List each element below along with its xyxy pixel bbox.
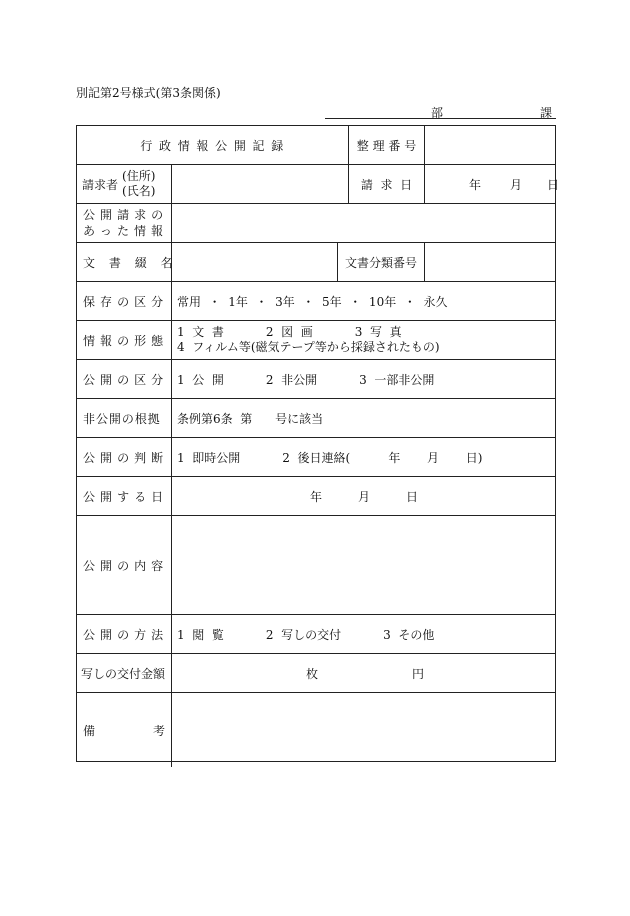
- disclosure-decision-label: 公開の判断: [77, 438, 172, 476]
- department-section-line: [325, 104, 556, 119]
- doc-class-number-field[interactable]: [425, 243, 555, 281]
- requester-label-cell: [77, 165, 172, 203]
- request-day-label: 日: [547, 177, 560, 192]
- disclosure-decision-row: [77, 438, 555, 477]
- remarks-field[interactable]: [172, 693, 555, 767]
- info-form-options[interactable]: 1 文 書 2 図 画 3 写 真 4 フィルム等(磁気テープ等から採録されたもの): [177, 325, 440, 354]
- disclosure-content-field[interactable]: [172, 516, 555, 614]
- form-title: 別記第2号様式(第3条関係): [76, 86, 221, 100]
- disclosure-month-label: 月: [358, 489, 371, 504]
- requester-field[interactable]: [172, 165, 349, 203]
- retention-row: [77, 282, 555, 321]
- document-file-row: [77, 243, 555, 282]
- requester-row: [77, 165, 560, 204]
- retention-options[interactable]: 常用 ・ 1年 ・ 3年 ・ 5年 ・ 10年 ・ 永久: [177, 294, 448, 309]
- disclosure-content-row: [77, 516, 555, 615]
- request-date-label: 請 求 日: [349, 165, 425, 203]
- disclosure-decision-options[interactable]: 1 即時公開 2 後日連絡( 年 月 日): [177, 450, 483, 465]
- sheets-label: 枚: [306, 666, 319, 681]
- retention-label: 保存の区分: [77, 282, 172, 320]
- request-month-label: 月: [510, 177, 523, 192]
- nondisclosure-basis-row: [77, 399, 555, 438]
- doc-class-number-label: 文書分類番号: [338, 243, 425, 281]
- department-label: 部: [431, 106, 444, 120]
- disclosure-record-form: [76, 125, 560, 762]
- requested-info-row: [77, 204, 555, 243]
- disclosure-method-label: 公開の方法: [77, 615, 172, 653]
- copy-fee-row: [77, 654, 555, 693]
- copy-fee-field[interactable]: [172, 654, 555, 692]
- requested-info-field[interactable]: [172, 204, 555, 242]
- disclosure-method-row: [77, 615, 555, 654]
- name-label: (氏名): [122, 184, 156, 198]
- record-title: 行 政 情 報 公 開 記 録: [77, 126, 349, 164]
- remarks-row: [77, 693, 555, 767]
- disclosure-date-field[interactable]: [172, 477, 555, 515]
- disclosure-type-label: 公開の区分: [77, 360, 172, 398]
- info-form-label: 情報の形態: [77, 321, 172, 359]
- serial-number-field[interactable]: [425, 126, 555, 164]
- yen-label: 円: [412, 666, 425, 681]
- nondisclosure-basis-field[interactable]: 条例第6条 第 号に該当: [177, 411, 324, 426]
- address-label: (住所): [122, 169, 156, 183]
- disclosure-year-label: 年: [310, 489, 323, 504]
- info-form-row: [77, 321, 555, 360]
- requested-info-label: 公開請求の あった情報: [77, 204, 172, 242]
- document-file-field[interactable]: [172, 243, 338, 281]
- disclosure-day-label: 日: [406, 489, 419, 504]
- disclosure-method-options[interactable]: 1 閲 覧 2 写しの交付 3 その他: [177, 627, 435, 642]
- disclosure-date-row: [77, 477, 555, 516]
- document-file-label: 文 書 綴 名: [77, 243, 172, 281]
- nondisclosure-basis-label: 非公開の根拠: [77, 399, 172, 437]
- disclosure-date-label: 公開する日: [77, 477, 172, 515]
- request-year-label: 年: [469, 177, 482, 192]
- section-label: 課: [539, 106, 552, 120]
- requester-label: 請求者: [82, 177, 119, 192]
- remarks-label: 備 考: [77, 693, 172, 767]
- disclosure-type-options[interactable]: 1 公 開 2 非公開 3 一部非公開: [177, 372, 435, 387]
- request-date-field[interactable]: [425, 165, 560, 203]
- serial-number-label: 整 理 番 号: [349, 126, 425, 164]
- disclosure-type-row: [77, 360, 555, 399]
- title-row: [77, 126, 555, 165]
- copy-fee-label: 写しの交付金額: [77, 654, 172, 692]
- disclosure-content-label: 公開の内容: [77, 516, 172, 614]
